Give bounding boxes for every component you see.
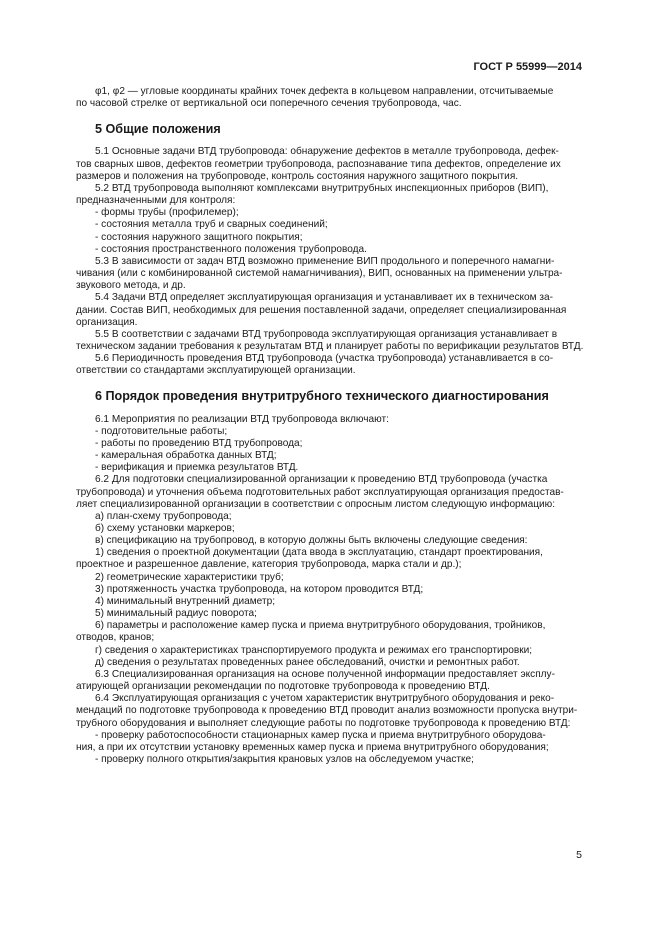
paragraph [76, 244, 585, 256]
text-line: размеров и положения на трубопроводе, контроль состояния наружного защитного покрытия. [76, 170, 519, 182]
section-6-body [76, 414, 585, 767]
text-line: д) сведения о результатах проведенных ранее обследований, очистки и ремонтных работ. [95, 656, 520, 668]
paragraph [76, 584, 585, 596]
text-line: атирующей организации рекомендации по подготовке трубопровода к проведению ВТД. [76, 681, 490, 693]
paragraph [76, 730, 585, 754]
paragraph [76, 645, 585, 657]
text-line: 3) протяженность участка трубопровода, на котором проводится ВТД; [95, 583, 424, 595]
text-line: ответствии со стандартами эксплуатирующей организации. [76, 365, 356, 377]
text-line: 6.4 Эксплуатирующая организация с учетом характеристик внутритрубного оборудования и реко- [95, 693, 555, 705]
text-line: в) спецификацию на трубопровод, в которую должны быть включены следующие сведения: [95, 535, 528, 547]
text-line: 6.2 Для подготовки специализированной организации к проведению ВТД трубопровода (участка [95, 474, 548, 486]
text-line: трубного оборудования и выполняет следующие работы по подготовке трубопровода к проведению ВТД: [76, 717, 571, 729]
text-line: а) план-схему трубопровода; [95, 510, 232, 522]
paragraph [76, 426, 585, 438]
section-5-body [76, 146, 585, 377]
paragraph [76, 292, 585, 328]
paragraph [76, 183, 585, 207]
paragraph [76, 438, 585, 450]
text-line: - состояния наружного защитного покрытия; [95, 231, 303, 243]
text-line: 5.6 Периодичность проведения ВТД трубопровода (участка трубопровода) устанавливается в со- [95, 353, 554, 365]
paragraph [76, 596, 585, 608]
text-line: техническом задании требования к результатам ВТД и планирует работы по верификации результатов ВТД. [76, 340, 584, 352]
text-line: организация. [76, 316, 138, 328]
text-line: 2) геометрические характеристики труб; [95, 571, 284, 583]
text-line: трубопровода) и уточнения объема подготовительных работ эксплуатирующая организация предостав- [76, 486, 564, 498]
text-line: г) сведения о характеристиках транспортируемого продукта и режимах его транспортировки; [95, 644, 533, 656]
paragraph [76, 657, 585, 669]
text-line: отводов, кранов; [76, 632, 155, 644]
intro-definition [76, 86, 585, 110]
text-line: тов сварных швов, дефектов геометрии трубопровода, распознавание типа дефектов, определение их [76, 158, 561, 170]
paragraph [76, 547, 585, 571]
document-body [76, 86, 585, 766]
text-line: - подготовительные работы; [95, 425, 228, 437]
paragraph [76, 462, 585, 474]
text-line: - работы по проведению ВТД трубопровода; [95, 437, 303, 449]
paragraph [76, 232, 585, 244]
text-line: 5.1 Основные задачи ВТД трубопровода: обнаружение дефектов в металле трубопровода, дефек- [95, 146, 559, 158]
doc-code-header: ГОСТ Р 55999—2014 [473, 61, 582, 73]
text-line: мендаций по подготовке трубопровода к проведению ВТД проводит анализ возможности пропуска внутри- [76, 705, 578, 717]
text-line: - камеральная обработка данных ВТД; [95, 450, 277, 462]
text-line: проектное и разрешенное давление, категория трубопровода, марка стали и др.); [76, 559, 462, 571]
paragraph [76, 353, 585, 377]
text-line: φ1, φ2 — угловые координаты крайних точек дефекта в кольцевом направлении, отсчитываемые [95, 86, 554, 97]
paragraph [76, 256, 585, 292]
text-line: 5.2 ВТД трубопровода выполняют комплексами внутритрубных инспекционных приборов (ВИП), [95, 182, 549, 194]
text-line: 1) сведения о проектной документации (дата ввода в эксплуатацию, стандарт проектирования, [95, 547, 543, 559]
paragraph [76, 608, 585, 620]
text-line: 4) минимальный внутренний диаметр; [95, 595, 276, 607]
paragraph [76, 414, 585, 426]
paragraph [76, 693, 585, 729]
paragraph [76, 207, 585, 219]
text-line: - проверку полного открытия/закрытия крановых узлов на обследуемом участке; [95, 753, 474, 765]
text-line: дании. Состав ВИП, необходимых для решения поставленной задачи, определяет специализированная [76, 304, 567, 316]
text-line: 5) минимальный радиус поворота; [95, 608, 257, 620]
text-line: - состояния пространственного положения трубопровода. [95, 243, 367, 255]
text-line: предназначенными для контроля: [76, 195, 236, 207]
paragraph [76, 450, 585, 462]
section-5-title: 5 Общие положения [95, 122, 221, 137]
text-line: 6.1 Мероприятия по реализации ВТД трубопровода включают: [95, 413, 389, 425]
paragraph [76, 219, 585, 231]
paragraph [76, 535, 585, 547]
text-line: 6) параметры и расположение камер пуска и приема внутритрубного оборудования, тройников, [95, 620, 546, 632]
text-line: б) схему установки маркеров; [95, 523, 235, 534]
text-line: ния, а при их отсутствии установку временных камер пуска и приема внутритрубного оборудования; [76, 741, 549, 753]
text-line: - верификация и приемка результатов ВТД. [95, 462, 299, 474]
text-line: 6.3 Специализированная организация на основе полученной информации предоставляет эксплу- [95, 668, 555, 680]
paragraph [76, 572, 585, 584]
text-line: звукового метода, и др. [76, 280, 186, 292]
text-line: по часовой стрелке от вертикальной оси поперечного сечения трубопровода, час. [76, 98, 462, 110]
text-line: 5.5 В соответствии с задачами ВТД трубопровода эксплуатирующая организация устанавливает в [95, 328, 558, 340]
paragraph [76, 620, 585, 644]
paragraph [76, 511, 585, 523]
page-number: 5 [576, 849, 582, 861]
paragraph [76, 146, 585, 182]
text-line: чивания (или с комбинированной системой намагничивания), ВИП, основанных на применении ультра- [76, 268, 563, 280]
text-line: - формы трубы (профилемер); [95, 207, 239, 219]
text-line: 5.3 В зависимости от задач ВТД возможно применение ВИП продольного и поперечного намагни- [95, 255, 555, 267]
text-line: - проверку работоспособности стационарных камер пуска и приема внутритрубного оборудова- [95, 729, 546, 741]
paragraph [76, 754, 585, 766]
text-line: - состояния металла труб и сварных соединений; [95, 219, 328, 231]
paragraph [76, 523, 585, 535]
paragraph [76, 474, 585, 510]
section-6-title: 6 Порядок проведения внутритрубного технического диагностирования [95, 389, 549, 404]
paragraph [76, 329, 585, 353]
text-line: 5.4 Задачи ВТД определяет эксплуатирующая организация и устанавливает их в техническом за- [95, 292, 553, 304]
text-line: ляет специализированной организации в соответствии с опросным листом следующую информацию: [76, 498, 556, 510]
paragraph [76, 669, 585, 693]
